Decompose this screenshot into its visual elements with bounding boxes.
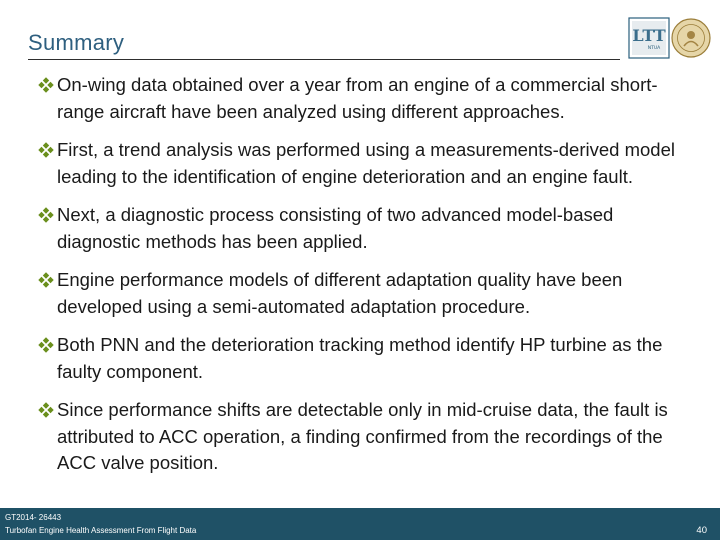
bullet-item [38, 397, 698, 477]
bullet-text: Both PNN and the deterioration tracking method identify HP turbine as the faulty component. [57, 334, 663, 382]
diamond-bullet-icon [38, 77, 54, 93]
footer-paper-title: Turbofan Engine Health Assessment From Flight Data [5, 526, 197, 535]
slide-footer [0, 508, 720, 540]
institution-logos [628, 17, 712, 59]
diamond-bullet-icon [38, 207, 54, 223]
title-underline [28, 59, 620, 60]
bullet-item [38, 202, 698, 255]
svg-text:LTT: LTT [632, 26, 666, 45]
page-number: 40 [696, 525, 707, 536]
slide-title: Summary [28, 30, 125, 55]
footer-paper-code: GT2014- 26443 [5, 513, 62, 522]
diamond-bullet-icon [38, 337, 54, 353]
summary-bullet-list [38, 72, 698, 489]
bullet-item [38, 267, 698, 320]
bullet-text: Engine performance models of different adaptation quality have been developed using a semi-automated adaptation procedure. [57, 269, 623, 317]
bullet-text: Next, a diagnostic process consisting of two advanced model-based diagnostic methods has been applied. [57, 204, 614, 252]
bullet-item [38, 137, 698, 190]
bullet-text: Since performance shifts are detectable only in mid-cruise data, the fault is attributed to ACC operation, a finding confirmed from the recordings of the ACC valve position. [57, 399, 668, 473]
bullet-item [38, 72, 698, 125]
university-seal [672, 19, 710, 57]
diamond-bullet-icon [38, 272, 54, 288]
diamond-bullet-icon [38, 142, 54, 158]
diamond-bullet-icon [38, 402, 54, 418]
bullet-text: On-wing data obtained over a year from an engine of a commercial short-range aircraft have been analyzed using different approaches. [57, 74, 658, 122]
svg-text:NTUA: NTUA [647, 46, 661, 51]
bullet-text: First, a trend analysis was performed using a measurements-derived model leading to the identification of engine deterioration and an engine fault. [57, 139, 675, 187]
ltt-logo [629, 18, 669, 58]
bullet-item [38, 332, 698, 385]
